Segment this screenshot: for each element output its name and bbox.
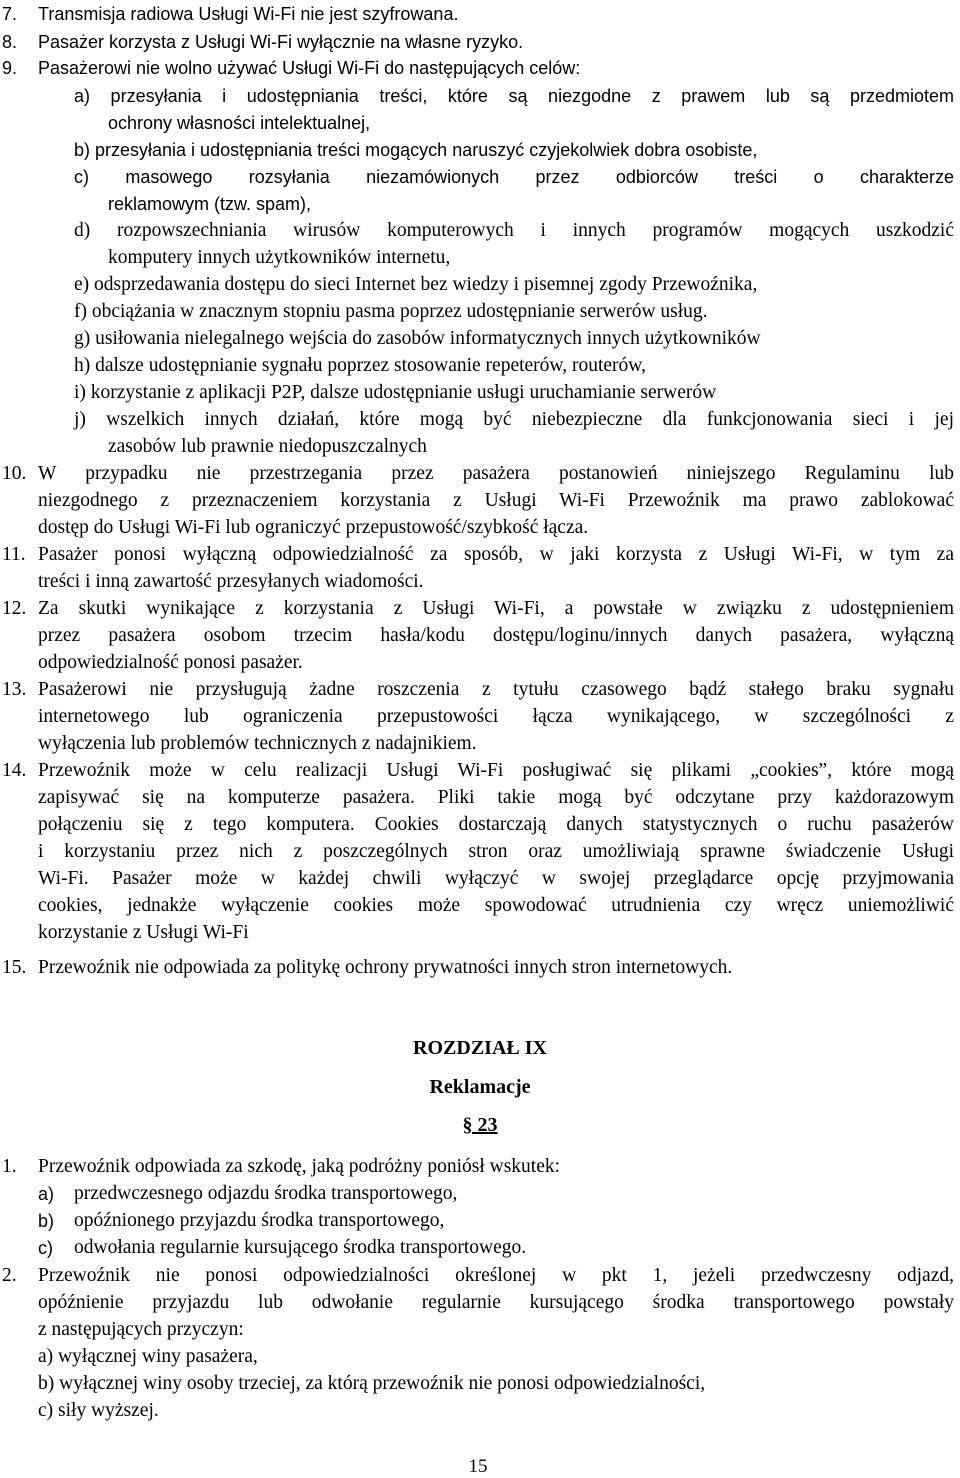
sub-9a-line1: a) przesyłania i udostępniania treści, które są niezgodne z prawem lub są przedmiotem xyxy=(74,86,954,106)
sub-9a-line2: ochrony własności intelektualnej, xyxy=(108,113,371,133)
sub-9b: b) przesyłania i udostępniania treści mogących naruszyć czyjekolwiek dobra osobiste, xyxy=(74,140,758,160)
sub-9e: e) odsprzedawania dostępu do sieci Internet bez wiedzy i pisemnej zgody Przewoźnika, xyxy=(74,274,758,295)
s1-a-text: przedwczesnego odjazdu środka transportowego, xyxy=(74,1183,458,1204)
item-14-line2: zapisywać się na komputerze pasażera. Pliki takie mogą być odczytane przy każdorazowym xyxy=(38,787,954,808)
item-11-line1: Pasażer ponosi wyłączną odpowiedzialność za sposób, w jaki korzysta z Usługi Wi-Fi, w tym za xyxy=(38,544,954,565)
item-12-line1: Za skutki wynikające z korzystania z Usługi Wi-Fi, a powstałe w związku z udostępnieniem xyxy=(38,598,954,619)
page-number: 15 xyxy=(468,1456,488,1477)
item-14-line1: Przewoźnik może w celu realizacji Usługi Wi-Fi posługiwać się plikami „cookies”, które mogą xyxy=(38,760,954,781)
item-15-num: 15. xyxy=(2,957,27,978)
s1-b-text: opóźnionego przyjazdu środka transportowego, xyxy=(74,1210,445,1231)
s2-line3: z następujących przyczyn: xyxy=(38,1319,244,1340)
s2-b: b) wyłącznej winy osoby trzeciej, za którą przewoźnik nie ponosi odpowiedzialności, xyxy=(38,1373,706,1394)
item-8-num: 8. xyxy=(2,32,18,52)
item-11-num: 11. xyxy=(2,544,26,565)
item-14-line7: korzystanie z Usługi Wi-Fi xyxy=(38,922,249,943)
item-9-text: Pasażerowi nie wolno używać Usługi Wi-Fi do następujących celów: xyxy=(38,58,581,78)
item-14-line4: i korzystaniu przez nich z poszczególnych stron oraz umożliwiają sprawne świadczenie Usługi xyxy=(38,841,954,862)
section-heading xyxy=(0,1114,960,1137)
sub-9c-line1: c) masowego rozsyłania niezamówionych przez odbiorców treści o charakterze xyxy=(74,167,954,187)
sub-9c-line2: reklamowym (tzw. spam), xyxy=(108,194,312,214)
item-12-num: 12. xyxy=(2,598,27,619)
s1-c-text: odwołania regularnie kursującego środka transportowego. xyxy=(74,1237,527,1258)
s2-c: c) siły wyższej. xyxy=(38,1400,159,1421)
sub-9j-line2: zasobów lub prawnie niedopuszczalnych xyxy=(108,436,427,457)
s1-a-label: a) xyxy=(38,1184,55,1204)
sub-9d-line1: d) rozpowszechniania wirusów komputerowych i innych programów mogących uszkodzić xyxy=(74,220,954,241)
sub-9j-line1: j) wszelkich innych działań, które mogą być niebezpieczne dla funkcjonowania sieci i jej xyxy=(74,409,954,430)
item-10-line3: dostęp do Usługi Wi-Fi lub ograniczyć przepustowość/szybkość łącza. xyxy=(38,517,589,538)
chapter-title: ROZDZIAŁ IX xyxy=(413,1037,547,1059)
item-13-line1: Pasażerowi nie przysługują żadne roszczenia z tytułu czasowego bądź stałego braku sygnału xyxy=(38,679,954,700)
s2-line2: opóźnienie przyjazdu lub odwołanie regularnie kursującego środka transportowego powstały xyxy=(38,1292,954,1313)
s1-b-label: b) xyxy=(38,1211,55,1231)
s2-line1: Przewoźnik nie ponosi odpowiedzialności określonej w pkt 1, jeżeli przedwczesny odjazd, xyxy=(38,1265,954,1286)
s1-num: 1. xyxy=(2,1156,17,1177)
item-10-line2: niezgodnego z przeznaczeniem korzystania z Usługi Wi-Fi Przewoźnik ma prawo zablokować xyxy=(38,490,954,511)
item-13-line3: wyłączenia lub problemów technicznych z nadajnikiem. xyxy=(38,733,477,754)
s2-num: 2. xyxy=(2,1265,17,1286)
sub-9d-line2: komputery innych użytkowników internetu, xyxy=(108,247,451,268)
item-14-line6: cookies, jednakże wyłączenie cookies może spowodować utrudnienia czy wręcz uniemożliwić xyxy=(38,895,954,916)
item-10-line1: W przypadku nie przestrzegania przez pasażera postanowień niniejszego Regulaminu lub xyxy=(38,463,954,484)
sub-9f: f) obciążania w znacznym stopniu pasma poprzez udostępnianie serwerów usług. xyxy=(74,301,708,322)
section-number: 23 xyxy=(477,1114,498,1136)
sub-9i: i) korzystanie z aplikacji P2P, dalsze udostępnianie usługi uruchamianie serwerów xyxy=(74,382,717,403)
item-13-num: 13. xyxy=(2,679,27,700)
item-15-line1: Przewoźnik nie odpowiada za politykę ochrony prywatności innych stron internetowych. xyxy=(38,957,733,978)
item-12-line3: odpowiedzialność ponosi pasażer. xyxy=(38,652,303,673)
item-14-line5: Wi-Fi. Pasażer może w każdej chwili wyłączyć w swojej przeglądarce opcję przyjmowania xyxy=(38,868,954,889)
item-11-line2: treści i inną zawartość przesyłanych wiadomości. xyxy=(38,571,424,592)
s2-a: a) wyłącznej winy pasażera, xyxy=(38,1346,258,1367)
sub-9g: g) usiłowania nielegalnego wejścia do zasobów informatycznych innych użytkowników xyxy=(74,328,761,349)
item-9-num: 9. xyxy=(2,58,18,78)
item-8-text: Pasażer korzysta z Usługi Wi-Fi wyłącznie na własne ryzyko. xyxy=(38,32,524,52)
item-14-num: 14. xyxy=(2,760,27,781)
s1-line1: Przewoźnik odpowiada za szkodę, jaką podróżny poniósł wskutek: xyxy=(38,1156,561,1177)
item-7-text: Transmisja radiowa Usługi Wi-Fi nie jest szyfrowana. xyxy=(38,4,459,24)
chapter-subtitle: Reklamacje xyxy=(429,1076,531,1098)
section-sign: § xyxy=(462,1114,473,1136)
sub-9h: h) dalsze udostępnianie sygnału poprzez stosowanie repeterów, routerów, xyxy=(74,355,646,376)
item-7-num: 7. xyxy=(2,4,18,24)
item-13-line2: internetowego lub ograniczenia przepustowości łącza wynikającego, w szczególności z xyxy=(38,706,954,727)
item-12-line2: przez pasażera osobom trzecim hasła/kodu dostępu/loginu/innych danych pasażera, wyłączną xyxy=(38,625,954,646)
item-14-line3: połączeniu się z tego komputera. Cookies dostarczają danych statystycznych o ruchu pasażerów xyxy=(38,814,954,835)
s1-c-label: c) xyxy=(38,1238,53,1258)
item-10-num: 10. xyxy=(2,463,27,484)
